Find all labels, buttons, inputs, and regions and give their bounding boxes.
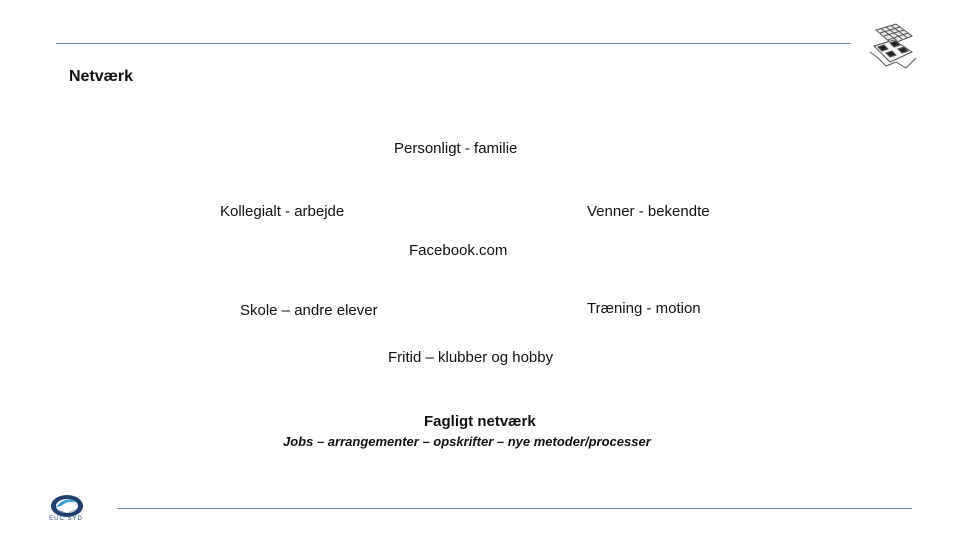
logo-text: EUC SYD (49, 516, 83, 522)
network-item-fagligt-subtitle: Jobs – arrangementer – opskrifter – nye metoder/processer (283, 434, 651, 449)
network-item-skole: Skole – andre elever (240, 302, 378, 319)
network-item-facebook: Facebook.com (409, 242, 508, 259)
network-item-personligt: Personligt - familie (394, 140, 518, 157)
network-item-fagligt-title: Fagligt netværk (424, 413, 536, 430)
network-item-kollegialt: Kollegialt - arbejde (220, 203, 345, 220)
network-item-traening: Træning - motion (587, 300, 701, 317)
checkered-graphic-icon (866, 22, 922, 70)
network-item-fritid: Fritid – klubber og hobby (388, 349, 554, 366)
bottom-divider (117, 508, 912, 509)
top-divider (56, 43, 851, 44)
network-item-venner: Venner - bekendte (587, 203, 710, 220)
slide-title: Netværk (69, 68, 134, 85)
